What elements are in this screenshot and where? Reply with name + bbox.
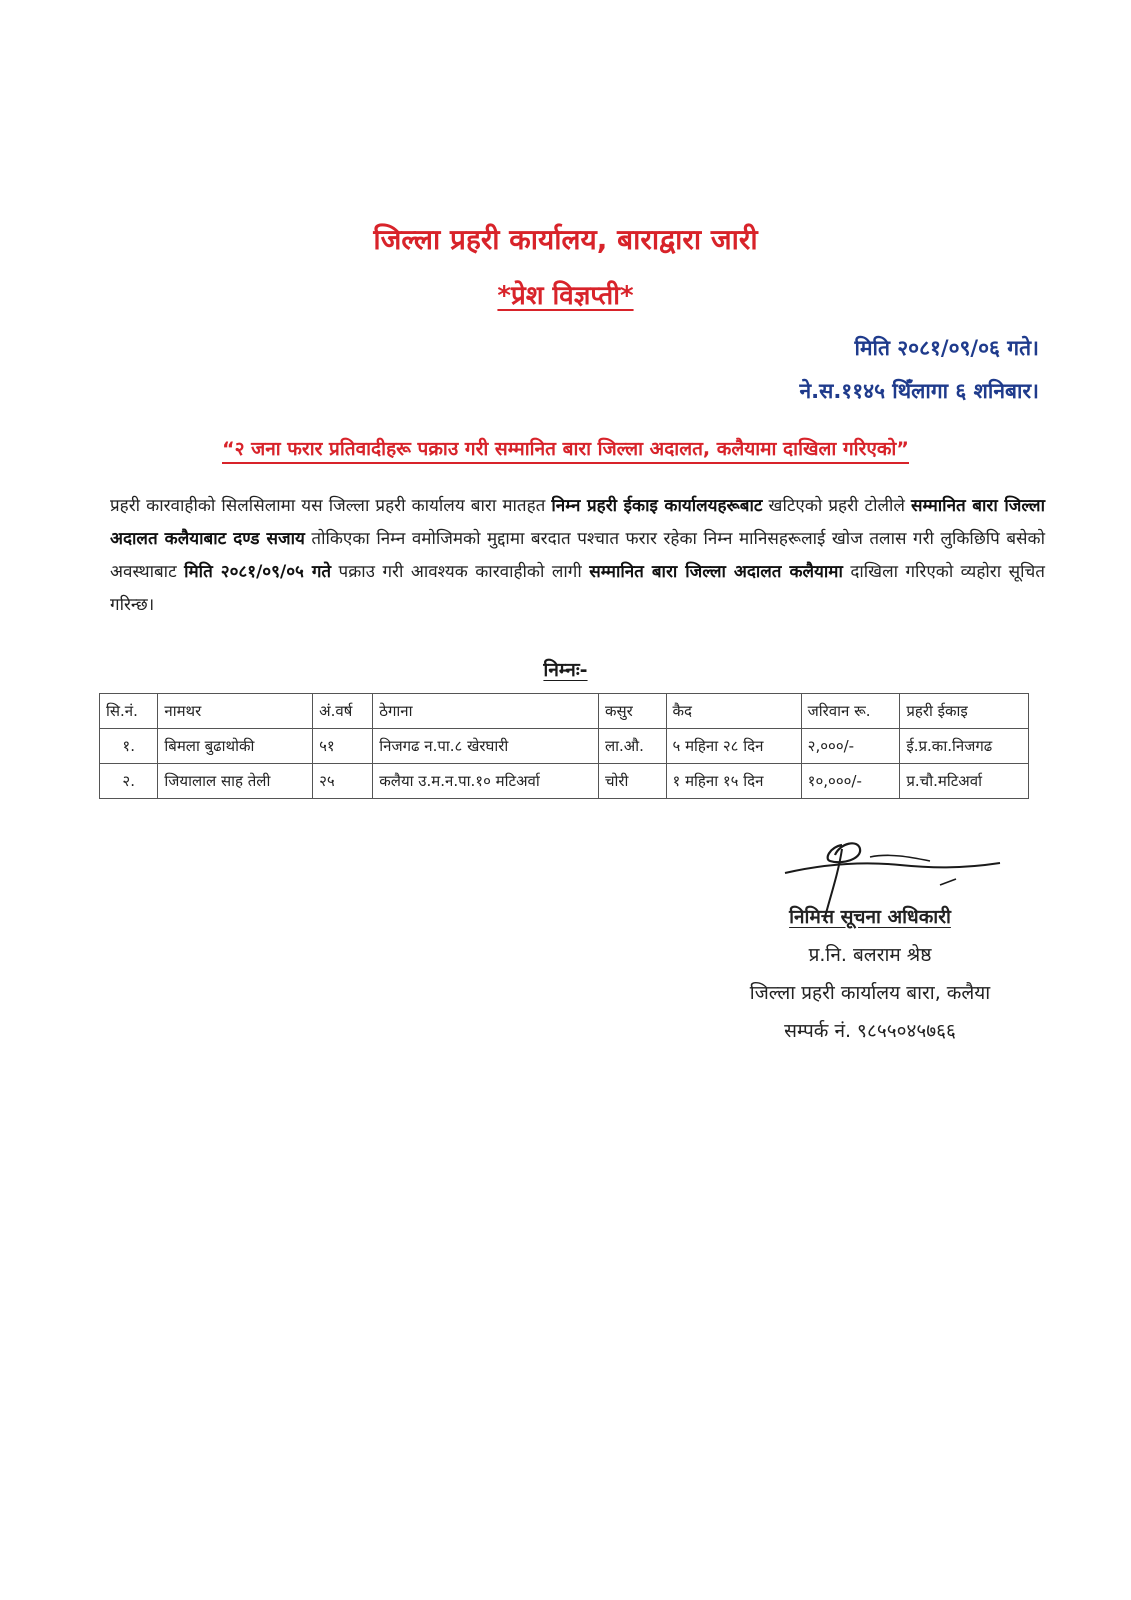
cell-serial: २. [100, 764, 158, 799]
press-release-label: *प्रेश विज्ञप्ती* [497, 281, 634, 311]
cell-name: बिमला बुढाथोकी [158, 729, 313, 764]
signatory-block [700, 898, 1040, 1050]
cell-fine: २,०००/- [801, 729, 900, 764]
cell-imprisonment: १ महिना १५ दिन [666, 764, 801, 799]
body-bold-1: निम्न प्रहरी ईकाइ कार्यालयहरूबाट [551, 496, 763, 516]
arrest-records-table [99, 693, 1029, 799]
date-nepal-sambat: ने.स.११४५ थिँलागा ६ शनिबार। [799, 379, 1039, 403]
cell-name: जियालाल साह तेली [158, 764, 313, 799]
body-bold-4: सम्मानित बारा जिल्ला अदालत कलैयामा [589, 562, 843, 582]
body-bold-3: मिति २०८१/०९/०५ गते [184, 562, 332, 582]
cell-age: ५१ [313, 729, 373, 764]
headline [0, 435, 1131, 461]
date-bs: मिति २०८१/०९/०६ गते। [854, 336, 1039, 360]
office-title: जिल्ला प्रहरी कार्यालय, बाराद्वारा जारी [373, 223, 758, 256]
col-serial: सि.नं. [100, 694, 158, 729]
body-text-1: प्रहरी कारवाहीको सिलसिलामा यस जिल्ला प्रहरी कार्यालय बारा मातहत [110, 496, 552, 516]
cell-police-unit: प्र.चौ.मटिअर्वा [900, 764, 1029, 799]
cell-police-unit: ई.प्र.का.निजगढ [900, 729, 1029, 764]
list-heading-text: निम्नः- [543, 659, 588, 681]
cell-age: २५ [313, 764, 373, 799]
body-bold-2: सम्मानित बारा जिल्ला अदालत कलैयाबाट दण्ड सजाय [110, 496, 1045, 549]
col-police-unit: प्रहरी ईकाइ [900, 694, 1029, 729]
body-text-3: तोकिएका निम्न वमोजिमको मुद्दामा बरदात पश्चात फरार रहेका निम्न मानिसहरूलाई खोज तलास गरी लुकिछिपि बसेको अवस्थाबाट [110, 529, 1045, 582]
cell-address: कलैया उ.म.न.पा.१० मटिअर्वा [373, 764, 599, 799]
signatory-name: प्र.नि. बलराम श्रेष्ठ [808, 944, 932, 966]
cell-offense: ला.औ. [598, 729, 666, 764]
table-row [100, 764, 1029, 799]
cell-address: निजगढ न.पा.८ खेरघारी [373, 729, 599, 764]
col-offense: कसुर [598, 694, 666, 729]
cell-imprisonment: ५ महिना २८ दिन [666, 729, 801, 764]
table-header-row [100, 694, 1029, 729]
body-text-4: पक्राउ गरी आवश्यक कारवाहीको लागी [331, 562, 590, 582]
cell-fine: १०,०००/- [801, 764, 900, 799]
table-row [100, 729, 1029, 764]
body-text-5: दाखिला गरिएको व्यहोरा सूचित गरिन्छ। [110, 562, 1045, 615]
press-release-title [0, 276, 1131, 312]
body-text-2: खटिएको प्रहरी टोलीले [762, 496, 912, 516]
col-fine: जरिवान रू. [801, 694, 900, 729]
list-heading [0, 656, 1131, 682]
col-age: अं.वर्ष [313, 694, 373, 729]
headline-text: “२ जना फरार प्रतिवादीहरू पक्राउ गरी सम्मानित बारा जिल्ला अदालत, कलैयामा दाखिला गरिएको” [222, 438, 909, 464]
cell-serial: १. [100, 729, 158, 764]
cell-offense: चोरी [598, 764, 666, 799]
signatory-contact: सम्पर्क नं. ९८५५०४५७६६ [784, 1020, 956, 1042]
signatory-office: जिल्ला प्रहरी कार्यालय बारा, कलैया [749, 982, 991, 1004]
col-name: नामथर [158, 694, 313, 729]
signatory-title: निमित्त सूचना अधिकारी [789, 906, 951, 928]
body-paragraph [110, 490, 1045, 622]
col-address: ठेगाना [373, 694, 599, 729]
col-imprisonment: कैद [666, 694, 801, 729]
